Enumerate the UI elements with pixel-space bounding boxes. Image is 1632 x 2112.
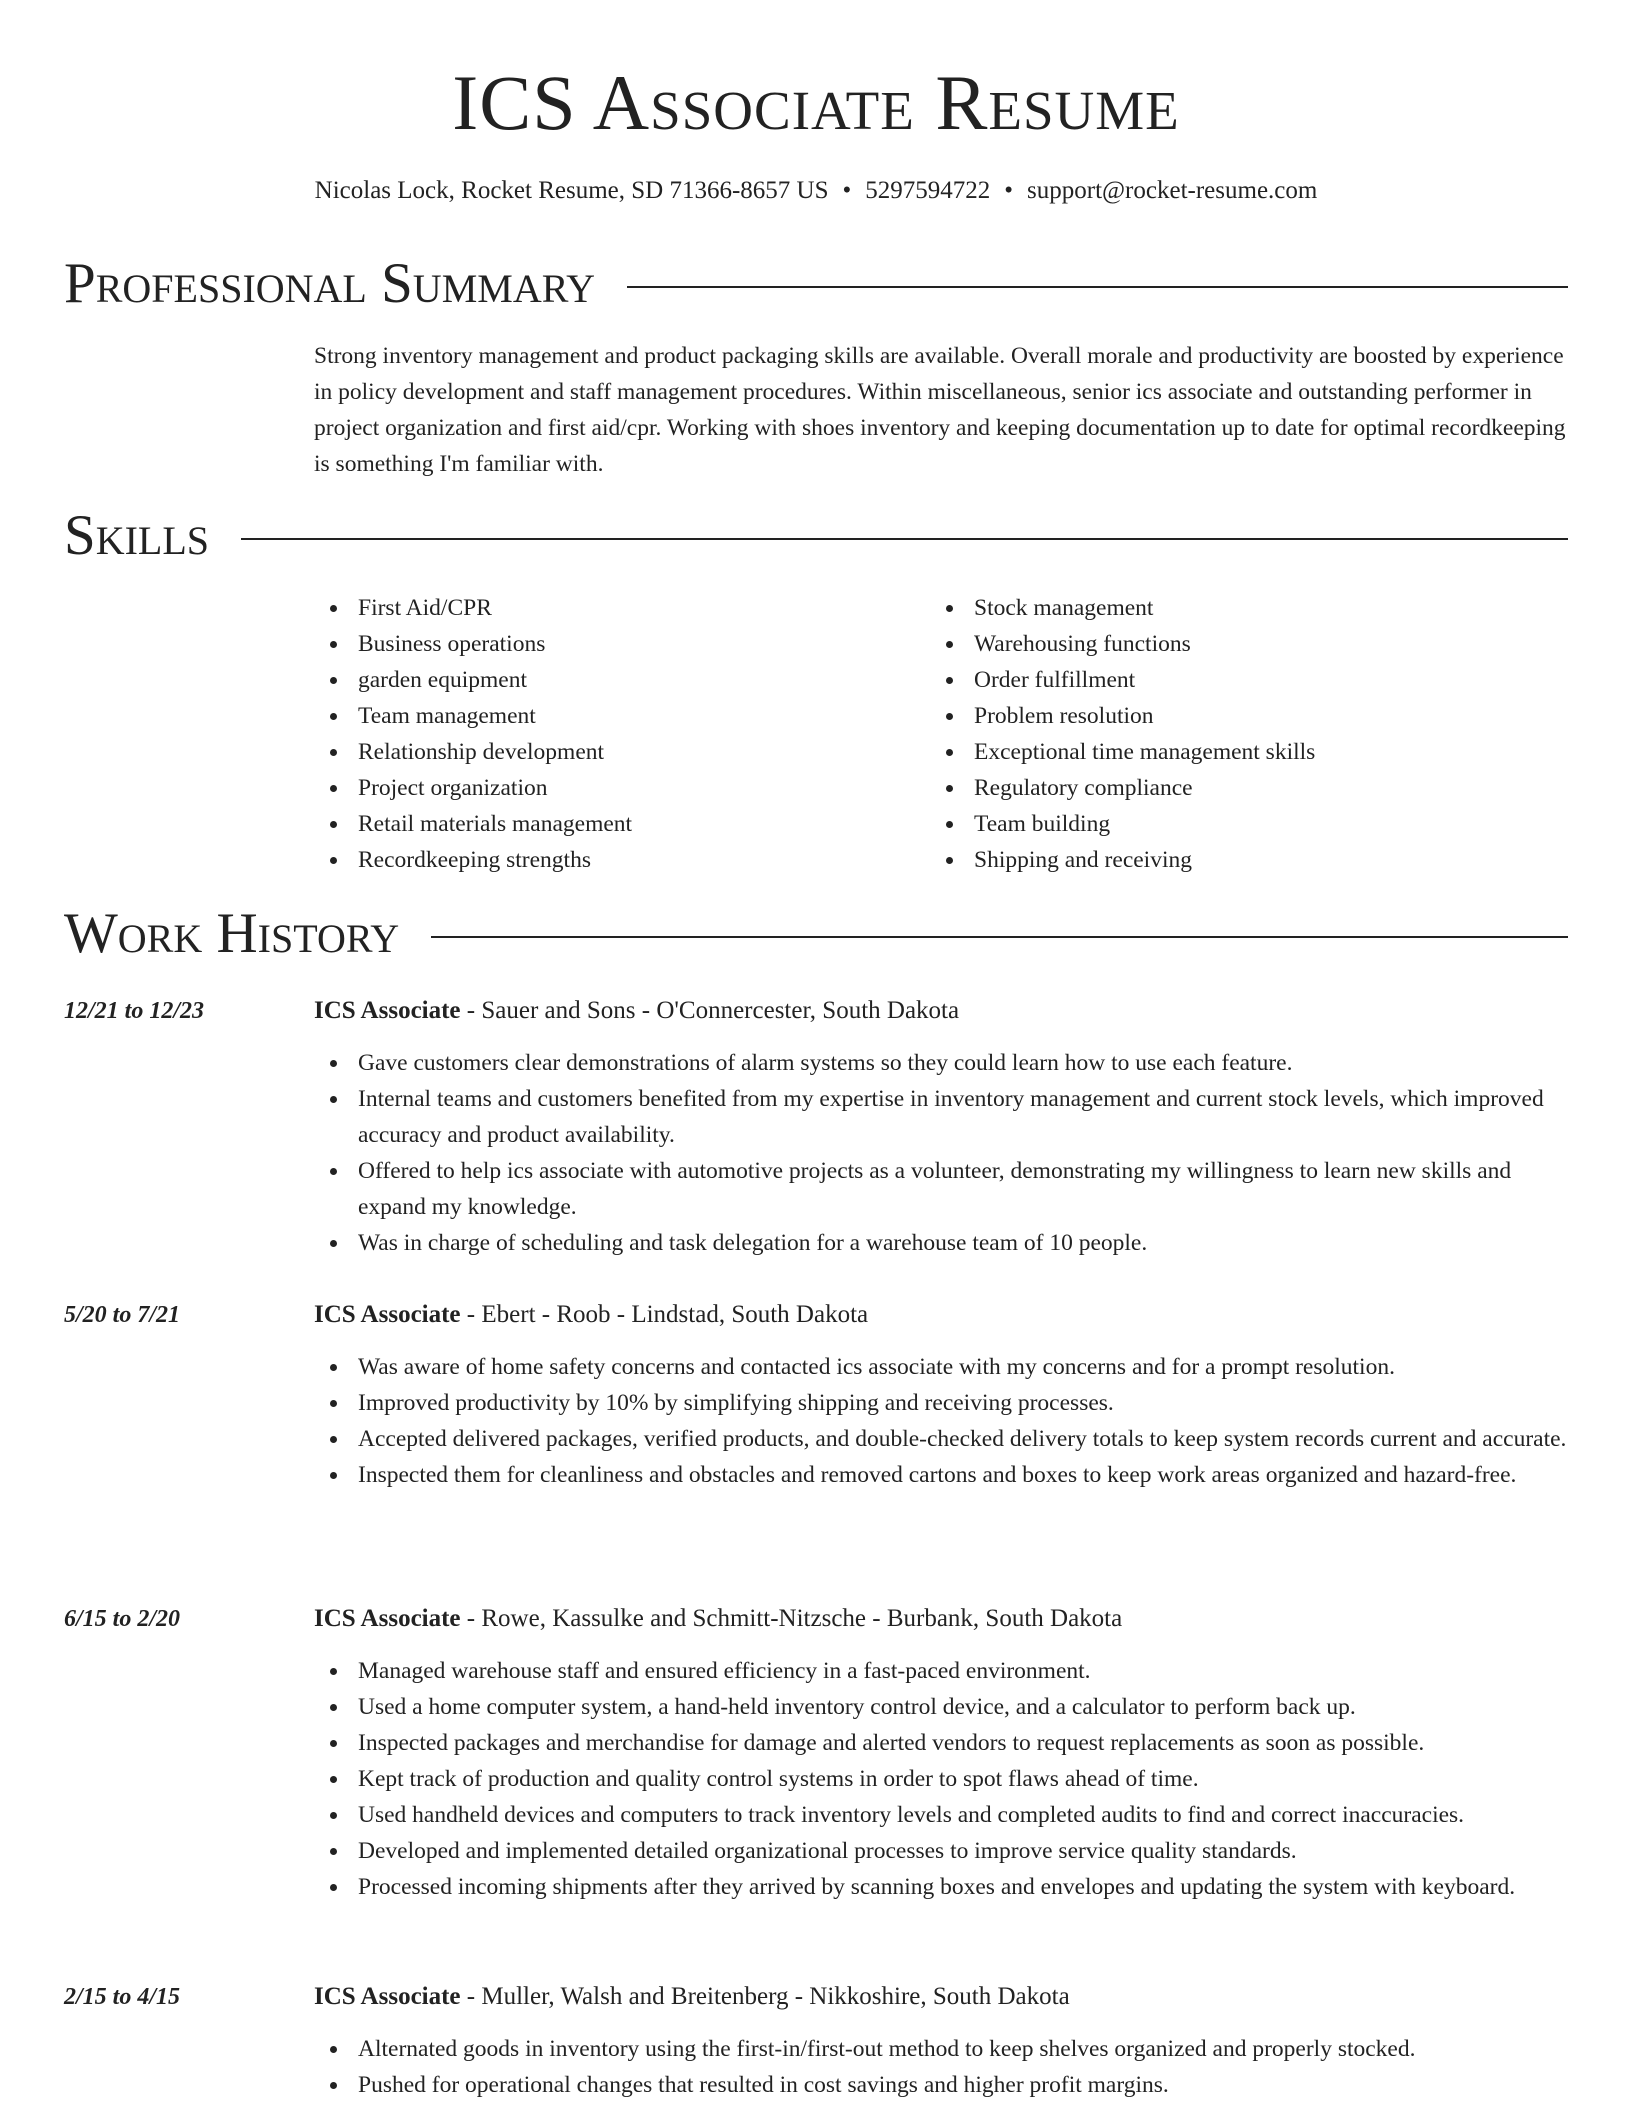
job-bullet: Inspected them for cleanliness and obstacles and removed cartons and boxes to keep work areas organized and hazard-free. [314, 1457, 1570, 1493]
skill-item: garden equipment [314, 662, 632, 698]
job-bullet: Kept track of production and quality control systems in order to spot flaws ahead of time. [314, 1761, 1570, 1797]
job-dates: 6/15 to 2/20 [64, 1606, 181, 1632]
job-title: ICS Associate [314, 1983, 461, 2010]
skills-section-header [64, 504, 1568, 568]
professional-summary-text: Strong inventory management and product packaging skills are available. Overall morale and productivity are boosted by experience in policy development and staff management procedures. Within miscellaneous, senior ics associate and outstanding performer in project organization and first aid/cpr. Working with shoes inventory and keeping documentation up to date for optimal recordkeeping is something I'm familiar with. [314, 343, 1566, 477]
job-bullet: Offered to help ics associate with automotive projects as a volunteer, demonstrating my willingness to learn new skills and expand my knowledge. [314, 1153, 1570, 1225]
skill-item: Exceptional time management skills [930, 734, 1315, 770]
job-bullet: Developed and implemented detailed organizational processes to improve service quality standards. [314, 1833, 1570, 1869]
skill-item: Recordkeeping strengths [314, 842, 632, 878]
contact-email[interactable]: support@rocket-resume.com [1027, 177, 1318, 204]
job-bullets [314, 2031, 1570, 2103]
job-bullet: Alternated goods in inventory using the first-in/first-out method to keep shelves organized and properly stocked. [314, 2031, 1570, 2067]
contact-separator: • [842, 177, 852, 204]
job-title: ICS Associate [314, 1301, 461, 1328]
contact-separator: • [1004, 177, 1014, 204]
job-bullet: Internal teams and customers benefited from my expertise in inventory management and current stock levels, which improved accuracy and product availability. [314, 1081, 1570, 1153]
section-divider [431, 936, 1568, 938]
job-dates: 12/21 to 12/23 [64, 998, 205, 1024]
job-heading [314, 1979, 1070, 2015]
job-bullet: Accepted delivered packages, verified products, and double-checked delivery totals to keep system records current and accurate. [314, 1421, 1570, 1457]
job-employer: - Ebert - Roob - Lindstad, South Dakota [460, 1301, 869, 1328]
job-heading [314, 1297, 868, 1333]
job-employer: - Muller, Walsh and Breitenberg - Nikkoshire, South Dakota [460, 1983, 1070, 2010]
job-dates: 2/15 to 4/15 [64, 1984, 181, 2010]
job-bullets [314, 1349, 1570, 1493]
contact-address: Nicolas Lock, Rocket Resume, SD 71366-8657 US [314, 177, 829, 204]
summary-heading: Professional Summary [64, 252, 596, 315]
job-bullet: Used handheld devices and computers to track inventory levels and completed audits to find and correct inaccuracies. [314, 1797, 1570, 1833]
skill-item: Problem resolution [930, 698, 1315, 734]
job-bullet: Gave customers clear demonstrations of alarm systems so they could learn how to use each feature. [314, 1045, 1570, 1081]
summary-section-header [64, 252, 1568, 316]
skills-heading: Skills [64, 504, 210, 567]
job-bullet: Pushed for operational changes that resulted in cost savings and higher profit margins. [314, 2067, 1570, 2103]
skills-column-right [930, 590, 1315, 878]
skill-item: Business operations [314, 626, 632, 662]
skill-item: Shipping and receiving [930, 842, 1315, 878]
skill-item: Retail materials management [314, 806, 632, 842]
skill-item: First Aid/CPR [314, 590, 632, 626]
skill-item: Project organization [314, 770, 632, 806]
job-bullet: Used a home computer system, a hand-held inventory control device, and a calculator to perform back up. [314, 1689, 1570, 1725]
job-bullets [314, 1045, 1570, 1261]
job-bullet: Processed incoming shipments after they arrived by scanning boxes and envelopes and updating the system with keyboard. [314, 1869, 1570, 1905]
section-divider [627, 286, 1568, 288]
job-bullet: Improved productivity by 10% by simplifying shipping and receiving processes. [314, 1385, 1570, 1421]
skill-item: Relationship development [314, 734, 632, 770]
job-heading [314, 1601, 1122, 1637]
job-title: ICS Associate [314, 997, 461, 1024]
job-bullet: Was aware of home safety concerns and contacted ics associate with my concerns and for a prompt resolution. [314, 1349, 1570, 1385]
job-employer: - Rowe, Kassulke and Schmitt-Nitzsche - Burbank, South Dakota [460, 1605, 1123, 1632]
skill-item: Regulatory compliance [930, 770, 1315, 806]
contact-phone: 5297594722 [865, 177, 991, 204]
work-history-section-header [64, 902, 1568, 966]
section-divider [241, 538, 1568, 540]
job-bullet: Managed warehouse staff and ensured efficiency in a fast-paced environment. [314, 1653, 1570, 1689]
job-employer: - Sauer and Sons - O'Connercester, South Dakota [460, 997, 960, 1024]
resume-title: ICS Associate Resume [452, 59, 1180, 146]
contact-line [0, 174, 1632, 208]
skill-item: Stock management [930, 590, 1315, 626]
job-bullets [314, 1653, 1570, 1905]
job-bullet: Inspected packages and merchandise for damage and alerted vendors to request replacements as soon as possible. [314, 1725, 1570, 1761]
job-title: ICS Associate [314, 1605, 461, 1632]
skill-item: Team building [930, 806, 1315, 842]
skill-item: Team management [314, 698, 632, 734]
job-heading [314, 993, 959, 1029]
skill-item: Order fulfillment [930, 662, 1315, 698]
job-bullet: Was in charge of scheduling and task delegation for a warehouse team of 10 people. [314, 1225, 1570, 1261]
skills-column-left [314, 590, 632, 878]
skill-item: Warehousing functions [930, 626, 1315, 662]
work-history-heading: Work History [64, 902, 400, 965]
job-dates: 5/20 to 7/21 [64, 1302, 181, 1328]
